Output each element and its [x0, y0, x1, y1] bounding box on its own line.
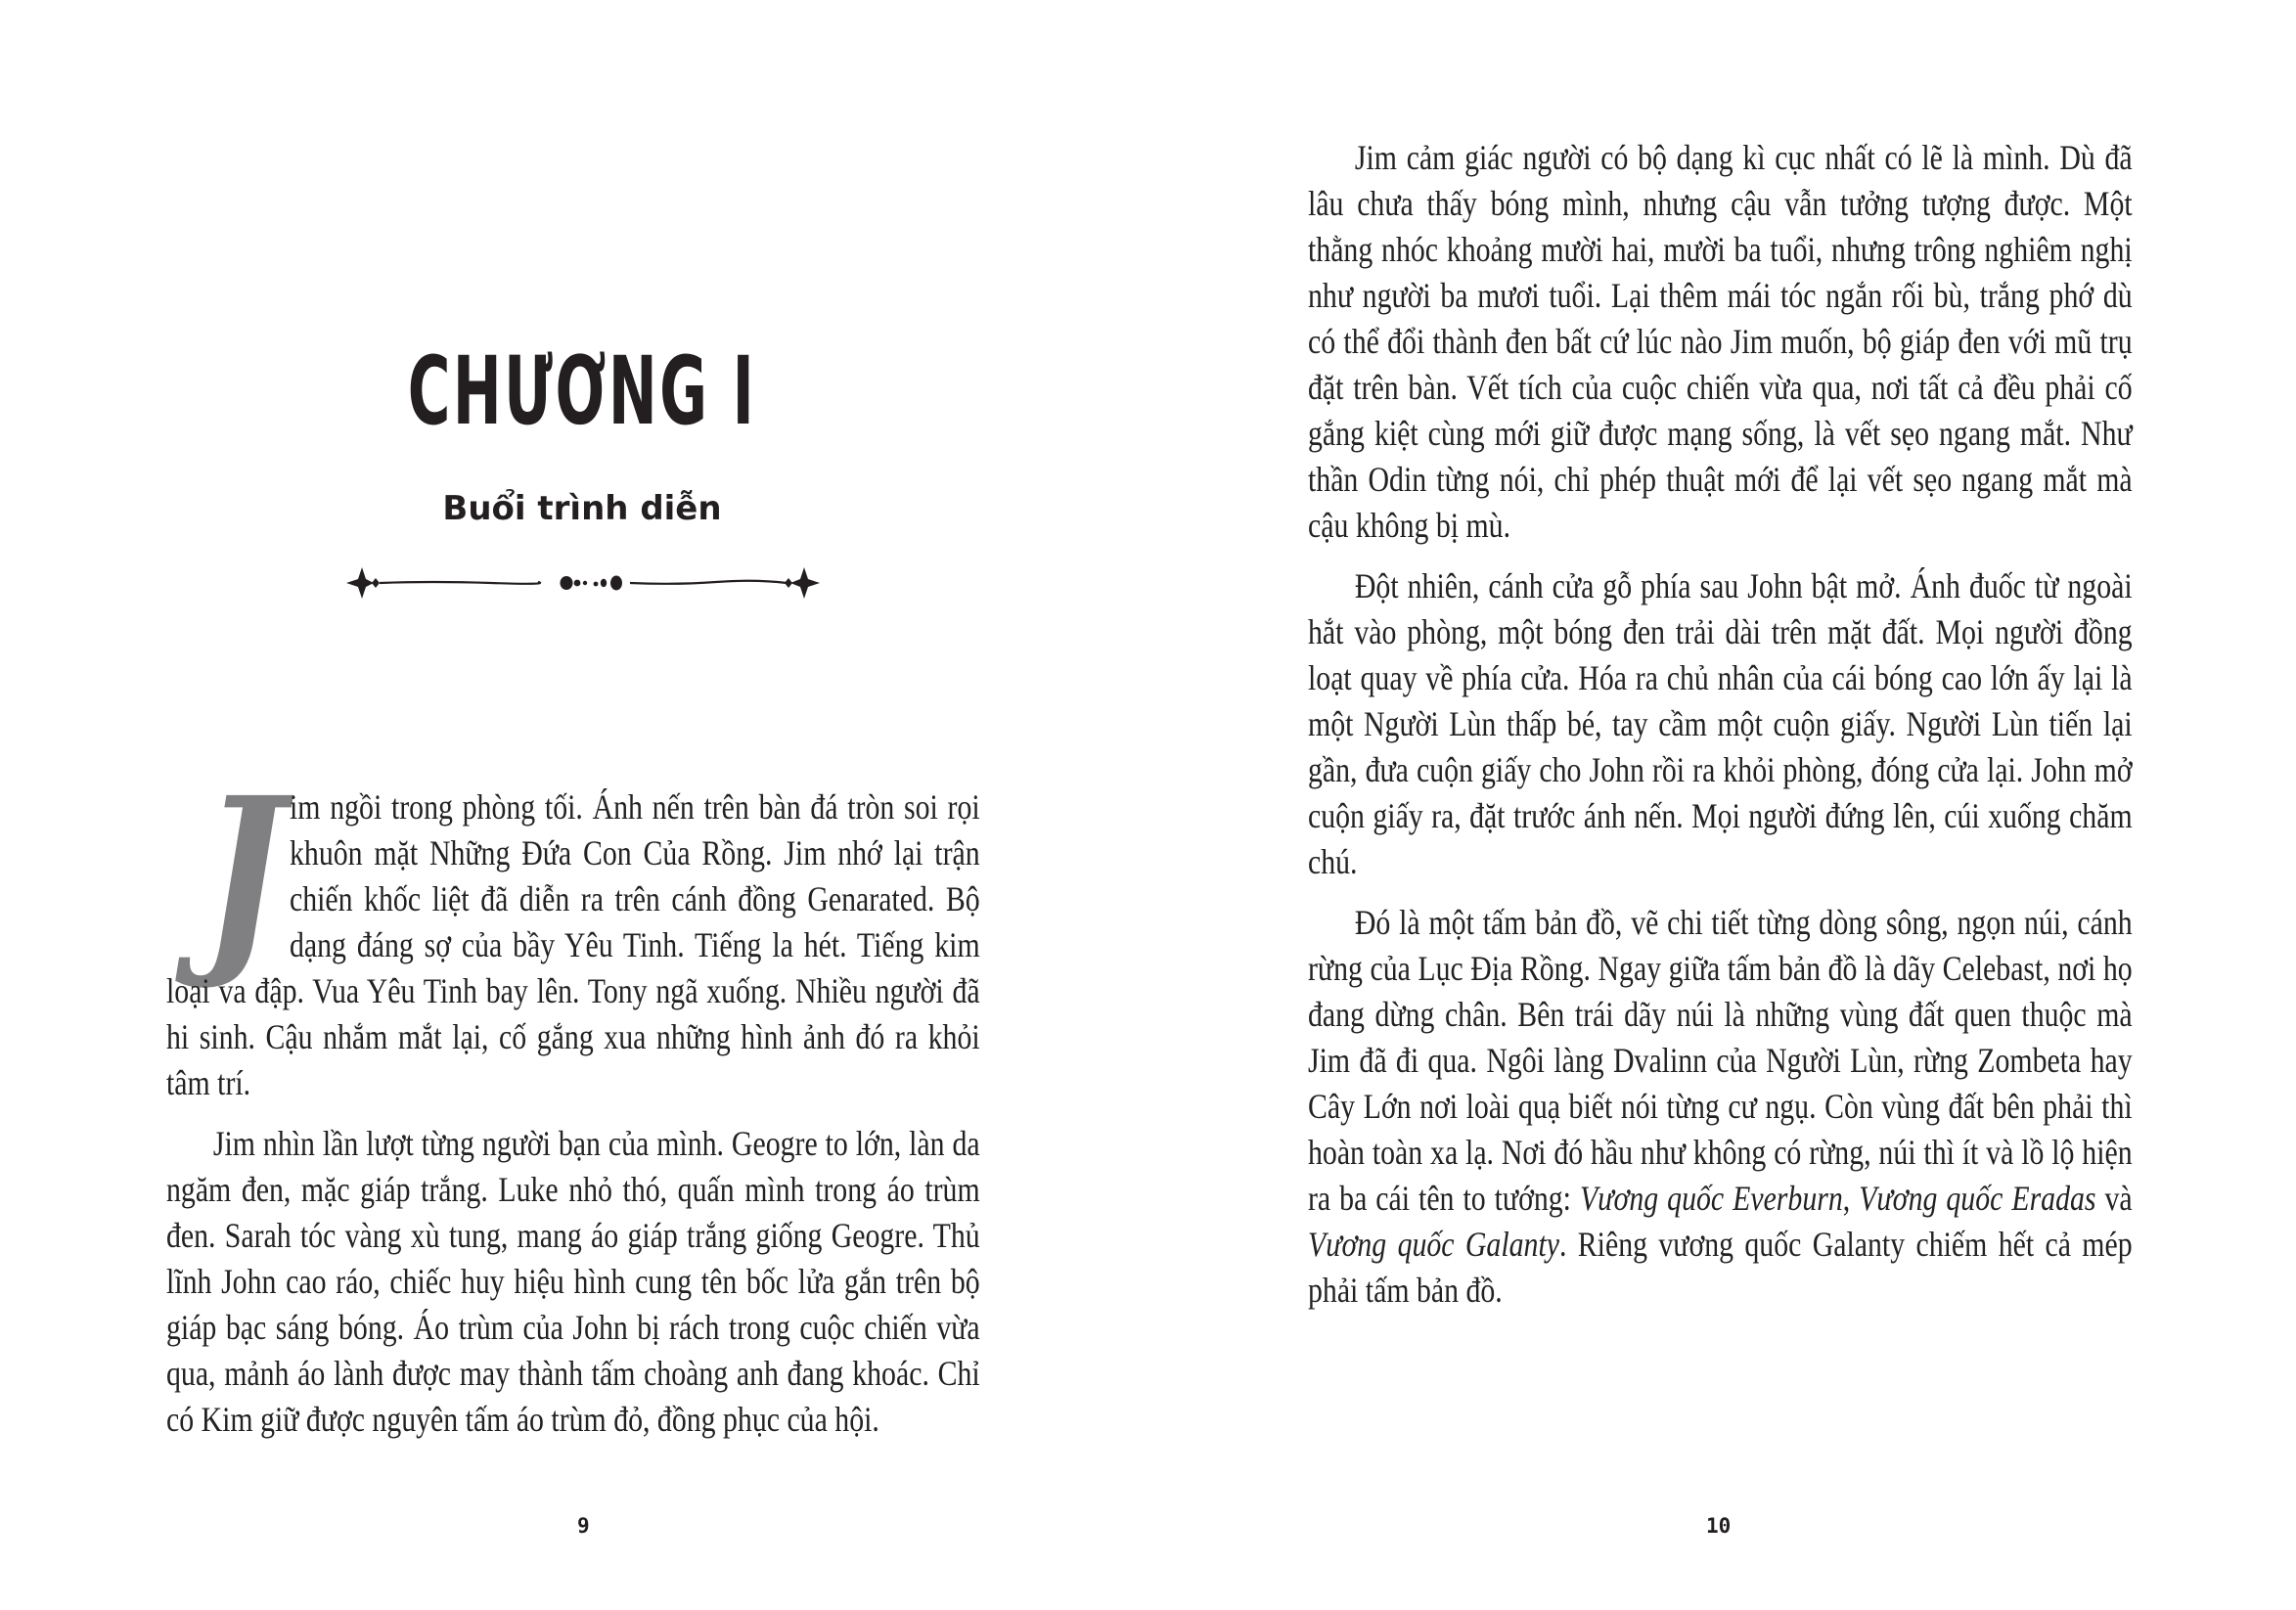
- right-page-body: [1308, 135, 2133, 1328]
- kingdom-name: Vương quốc Everburn: [1579, 1179, 1843, 1218]
- kingdom-name: Vương quốc Galanty: [1308, 1225, 1559, 1264]
- paragraph-text: Đó là một tấm bản đồ, vẽ chi tiết từng dòng sông, ngọn núi, cánh rừng của Lục Địa Rồng. Ngay giữa tấm bản đồ là dãy Celebast, nơi họ đang dừng chân. Bên trái dãy núi là những vùng đất quen thuộc mà Jim đã đi qua. Ngôi làng Dvalinn của Người Lùn, rừng Zombeta hay Cây Lớn nơi loài quạ biết nói từng cư ngụ. Còn vùng đất bên phải thì hoàn toàn xa lạ. Nơi đó hầu như không có rừng, núi thì ít và lồ lộ hiện ra ba cái tên to tướng:: [1308, 903, 2133, 1218]
- kingdom-name: Vương quốc Eradas: [1859, 1179, 2096, 1218]
- separator-text: và: [2095, 1179, 2133, 1218]
- paragraph: Đột nhiên, cánh cửa gỗ phía sau John bật mở. Ánh đuốc từ ngoài hắt vào phòng, một bóng đen trải dài trên mặt đất. Mọi người đồng loạt quay về phía cửa. Hóa ra chủ nhân của cái bóng cao lớn ấy lại là một Người Lùn thấp bé, tay cầm một cuộn giấy. Người Lùn tiến lại gần, đưa cuộn giấy cho John rồi ra khỏi phòng, đóng cửa lại. John mở cuộn giấy ra, đặt trước ánh nến. Mọi người đứng lên, cúi xuống chăm chú.: [1308, 566, 2133, 881]
- chapter-title: CHƯƠNG I: [407, 336, 757, 446]
- paragraph-text: . Riêng vương quốc Galanty chiếm hết cả mép phải tấm bản đồ.: [1308, 1225, 2133, 1310]
- separator-text: ,: [1842, 1179, 1860, 1218]
- paragraph: [1308, 900, 2133, 1314]
- paragraph: Jim cảm giác người có bộ dạng kì cục nhất có lẽ là mình. Dù đã lâu chưa thấy bóng mình, nhưng cậu vẫn tưởng tượng được. Một thằng nhóc khoảng mười hai, mười ba tuổi, nhưng trông nghiêm nghị như người ba mươi tuổi. Lại thêm mái tóc ngắn rối bù, trắng phớ dù có thể đổi thành đen bất cứ lúc nào Jim muốn, bộ giáp đen với mũ trụ đặt trên bàn. Vết tích của cuộc chiến vừa qua, nơi tất cả đều phải cố gắng kiệt cùng mới giữ được mạng sống, là vết sẹo ngang mắt. Như thần Odin từng nói, chỉ phép thuật mới để lại vết sẹo ngang mắt mà cậu không bị mù.: [1308, 138, 2133, 545]
- paragraph: Jim nhìn lần lượt từng người bạn của mình. Geogre to lớn, làn da ngăm đen, mặc giáp trắng. Luke nhỏ thó, quấn mình trong áo trùm đen. Sarah tóc vàng xù tung, mang áo giáp trắng giống Geogre. Thủ lĩnh John cao ráo, chiếc huy hiệu hình cung tên bốc lửa gắn trên bộ giáp bạc sáng bóng. Áo trùm của John bị rách trong cuộc chiến vừa qua, mảnh áo lành được may thành tấm choàng anh đang khoác. Chỉ có Kim giữ được nguyên tấm áo trùm đỏ, đồng phục của hội.: [166, 1124, 980, 1439]
- chapter-subtitle: Buổi trình diễn: [442, 489, 722, 528]
- page-number: 10: [1706, 1514, 1732, 1538]
- drop-cap: J: [202, 752, 285, 994]
- paragraph-text: im ngồi trong phòng tối. Ánh nến trên bàn đá tròn soi rọi khuôn mặt Những Đứa Con Của Rồng. Jim nhớ lại trận chiến khốc liệt đã diễn ra trên cánh đồng Genarated. Bộ dạng đáng sợ của bầy Yêu Tinh. Tiếng la hét. Tiếng kim loại va đập. Vua Yêu Tinh bay lên. Tony ngã xuống. Nhiều người đã hi sinh. Cậu nhắm mắt lại, cố gắng xua những hình ảnh đó ra khỏi tâm trí.: [166, 787, 980, 1102]
- page-number: 9: [577, 1514, 590, 1538]
